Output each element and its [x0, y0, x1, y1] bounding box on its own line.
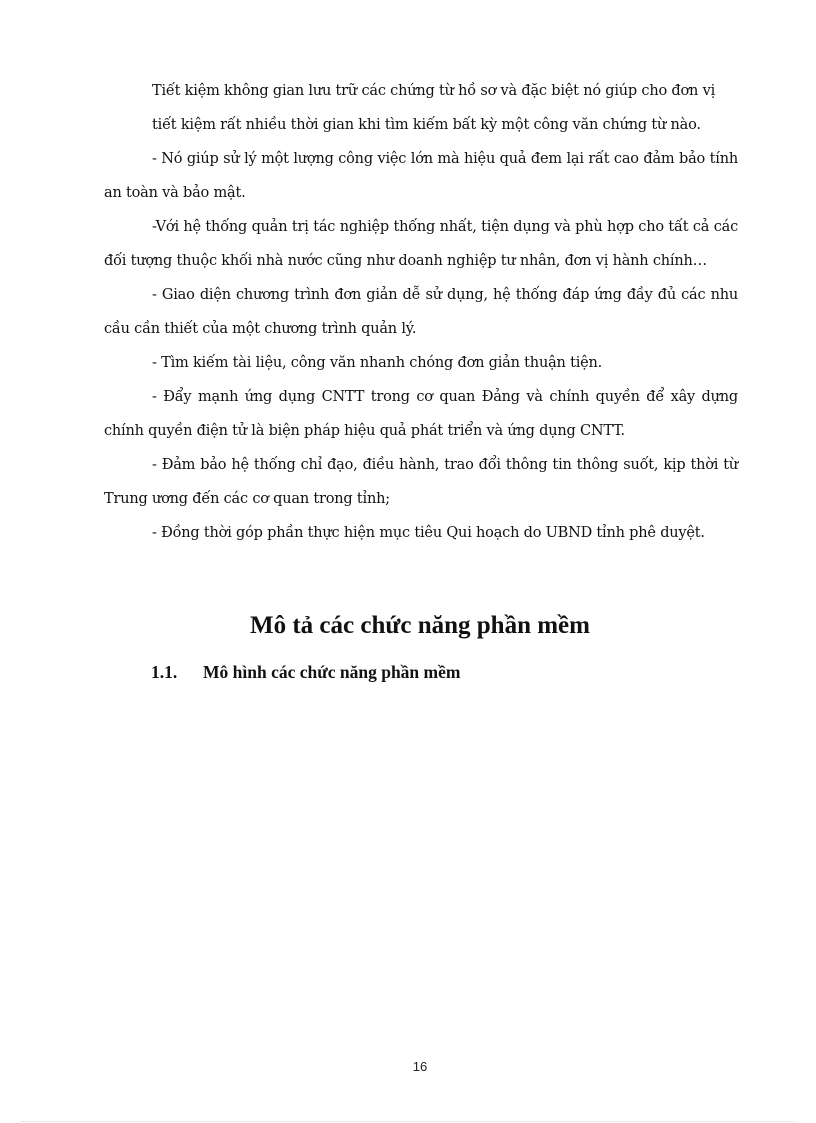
section-heading: Mô tả các chức năng phần mềm — [250, 612, 590, 639]
paragraph: - Nó giúp sử lý một lượng công việc lớn mà hiệu quả đem lại rất cao đảm bảo tính an toàn và bảo mật. — [104, 151, 738, 201]
body-text — [104, 74, 738, 550]
subsection-number: 1.1. — [151, 662, 178, 682]
paragraph: -Với hệ thống quản trị tác nghiệp thống nhất, tiện dụng và phù hợp cho tất cả các đối tượng thuộc khối nhà nước cũng như doanh nghiệp tư nhân, đơn vị hành chính… — [104, 219, 738, 269]
paragraph: - Đẩy mạnh ứng dụng CNTT trong cơ quan Đảng và chính quyền để xây dựng chính quyền điện tử là biện pháp hiệu quả phát triển và ứng dụng CNTT. — [104, 389, 738, 439]
page-number: 16 — [412, 1059, 428, 1074]
paragraph: Tiết kiệm không gian lưu trữ các chứng từ hồ sơ và đặc biệt nó giúp cho đơn vị — [152, 83, 716, 99]
page-bottom-rule — [22, 1121, 794, 1122]
paragraph: tiết kiệm rất nhiều thời gian khi tìm kiếm bất kỳ một công văn chứng từ nào. — [152, 117, 701, 133]
paragraph: - Giao diện chương trình đơn giản dễ sử dụng, hệ thống đáp ứng đầy đủ các nhu cầu cần thiết của một chương trình quản lý. — [104, 287, 738, 337]
subsection-heading — [151, 662, 460, 683]
paragraph: - Tìm kiếm tài liệu, công văn nhanh chóng đơn giản thuận tiện. — [152, 355, 603, 371]
subsection-title: Mô hình các chức năng phần mềm — [203, 662, 461, 682]
paragraph: - Đảm bảo hệ thống chỉ đạo, điều hành, trao đổi thông tin thông suốt, kịp thời từ Trung ương đến các cơ quan trong tỉnh; — [104, 457, 738, 507]
paragraph: - Đồng thời góp phần thực hiện mục tiêu Qui hoạch do UBND tỉnh phê duyệt. — [152, 525, 705, 541]
